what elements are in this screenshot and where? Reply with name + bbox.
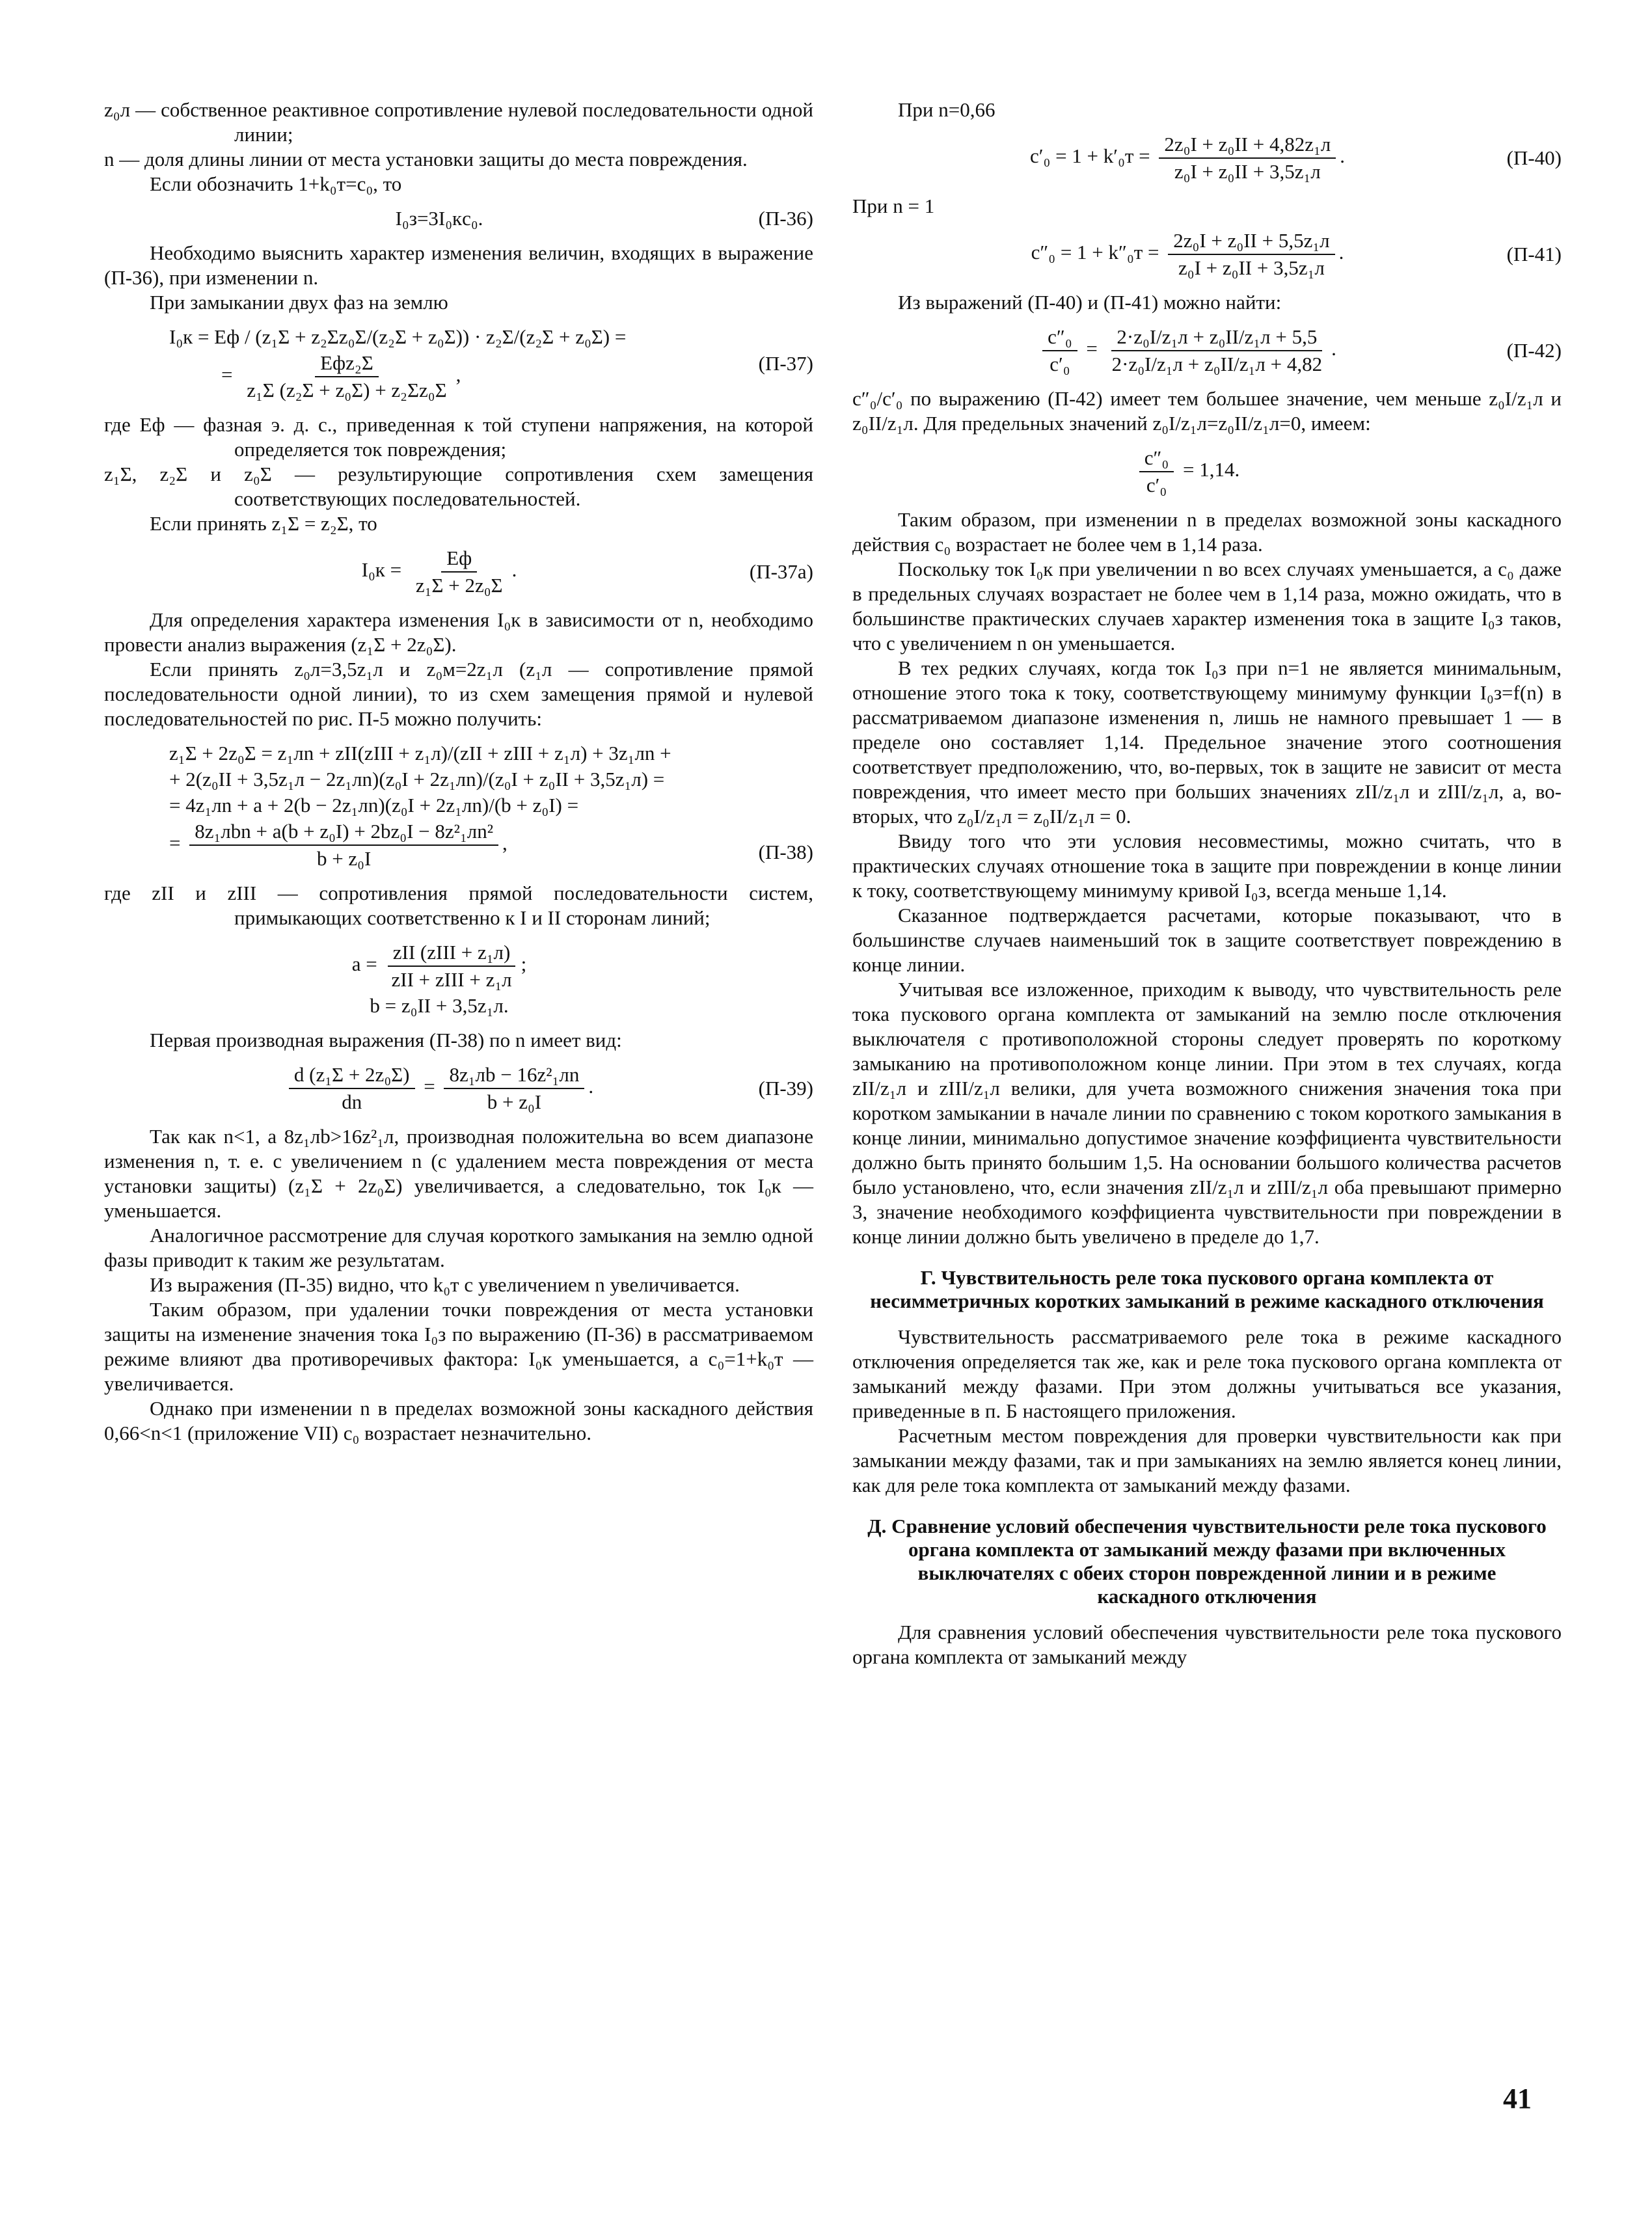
- equation-p39: $\frac{\text{d (z₁Σ + 2z₀Σ)}}{dn}$ = $\frac{\text{8z₁лb − 16z²₁лn}}{\text{b + z₀I}}$ . (П-39): [104, 1062, 813, 1115]
- fraction: [386, 939, 517, 993]
- right-column: [852, 98, 1562, 1669]
- paragraph: Из выражений (П-40) и (П-41) можно найти:: [898, 291, 1282, 314]
- paragraph: Таким образом, при изменении n в пределах возможной зоны каскадного действия c₀ возрастает не более чем в 1,14 раза.: [852, 508, 1562, 556]
- left-column: [104, 98, 813, 1446]
- fraction-numerator: Eф: [441, 545, 477, 573]
- paragraph: Если принять z₁Σ = z₂Σ, то: [150, 512, 377, 535]
- fraction-numerator: 8z₁лbn + a(b + z₀I) + 2bz₀I − 8z²₁лn²: [189, 818, 498, 846]
- fraction-denominator: z₁Σ (z₂Σ + z₀Σ) + z₂Σz₀Σ: [247, 379, 447, 401]
- equation-number: (П-37): [758, 352, 813, 375]
- paragraph: Учитывая все изложенное, приходим к выводу, что чувствительность реле тока пускового органа комплекта от замыканий на землю после отключения выключателя с противоположной стороны следует проверять по короткому замыканию на противоположном конце линии. При этом в тех случаях, когда zII/z₁л и zIII/z₁л велики, для учета возможного снижения значения тока при коротком замыкании в начале линии по сравнению с током короткого замыкания в конце линии, минимально допустимое значение коэффициента чувствительности должно быть принято большим 1,5. На основании большого количества расчетов было установлено, что, если значения zII/z₁л и zIII/z₁л оба превышают примерно 3, значение необходимого коэффициента чувствительности при повреждении в конце линии должно быть увеличено в пределе до 1,7.: [852, 978, 1562, 1248]
- fraction-numerator: zII (zIII + z₁л): [388, 939, 516, 967]
- fraction-denominator: z₁Σ + 2z₀Σ: [415, 574, 503, 597]
- equation-limit: [852, 445, 1562, 498]
- equation-value: = 1,14.: [1183, 458, 1240, 481]
- equation-lhs: c″₀ = 1 + k″₀т =: [1031, 241, 1159, 264]
- where-clause: где Eф — фазная э. д. с., приведенная к той ступени напряжения, на которой определяется ток повреждения;: [104, 413, 813, 461]
- paragraph: Ввиду того что эти условия несовместимы, можно считать, что в практических случаях отношение тока в защите при повреждении в конце линии к току, соответствующему минимуму кривой I₀з, всегда меньше 1,14.: [852, 830, 1562, 902]
- equation-number: (П-40): [1506, 146, 1562, 169]
- paragraph: При n = 1: [852, 195, 935, 217]
- equation-p42: $\frac{\text{c″₀}}{\text{c′₀}}$ = $\frac{\text{2·z₀I/z₁л + z₀II/z₁л + 5,5}}{\text{2·z₀I/z₁л + z₀II/z₁л + 4,82}}$ . (П-42): [852, 324, 1562, 377]
- equation-number: (П-37а): [749, 560, 813, 583]
- equation-line: I₀к = Eф / (z₁Σ + z₂Σz₀Σ/(z₂Σ + z₀Σ)) · z₂Σ/(z₂Σ + z₀Σ) =: [169, 325, 627, 348]
- fraction: [1042, 324, 1077, 377]
- paragraph: Для сравнения условий обеспечения чувствительности реле тока пускового органа комплекта от замыканий между: [852, 1621, 1562, 1668]
- equation-number: (П-36): [758, 207, 813, 230]
- fraction: [1107, 324, 1327, 377]
- paragraph: При n=0,66: [898, 98, 995, 121]
- fraction-numerator: 2z₀I + z₀II + 5,5z₁л: [1168, 228, 1334, 255]
- equation-p40: c′₀ = 1 + k′₀т = $\frac{\text{2z₀I + z₀II + 4,82z₁л}}{\text{z₀I + z₀II + 3,5z₁л}}$ . (П-40): [852, 131, 1562, 185]
- paragraph: Сказанное подтверждается расчетами, которые показывают, что в большинстве случаев наименьший ток в защите соответствует повреждению в конце линии.: [852, 904, 1562, 976]
- paragraph: Расчетным местом повреждения для проверки чувствительности как при замыкании между фазами, так и при замыканиях на землю является конец линии, как для реле тока комплекта от замыканий между фазами.: [852, 1424, 1562, 1496]
- paragraph: В тех редких случаях, когда ток I₀з при n=1 не является минимальным, отношение этого тока к току, соответствующему минимуму функции I₀з=f(n) в рассматриваемом диапазоне изменения n, лишь не намного превышает 1 — в пределе оно составляет 1,14. Предельное значение этого соотношения соответствует предположению, что, во-первых, ток в защите не зависит от места повреждения, что имеет место при больших значениях zII/z₁л и zIII/z₁л, а, во-вторых, что z₀I/z₁л = z₀II/z₁л = 0.: [852, 656, 1562, 828]
- equation-lhs: c′₀ = 1 + k′₀т =: [1029, 144, 1150, 168]
- equation-number: (П-41): [1506, 243, 1562, 265]
- equation-lhs: I₀к =: [361, 558, 402, 582]
- equation-number: (П-39): [758, 1077, 813, 1100]
- fraction-denominator: 2·z₀I/z₁л + z₀II/z₁л + 4,82: [1111, 353, 1323, 375]
- equation-p37a: I₀к = $\frac{Eф}{\text{z₁Σ + 2z₀Σ}}$ . (П-37а): [104, 545, 813, 599]
- fraction-denominator: z₀I + z₀II + 3,5z₁л: [1178, 256, 1325, 279]
- fraction-numerator: 2·z₀I/z₁л + z₀II/z₁л + 5,5: [1111, 324, 1322, 351]
- equation-line: + 2(z₀II + 3,5z₁л − 2z₁лn)(z₀I + 2z₁лn)/(z₀I + z₀II + 3,5z₁л) =: [169, 768, 665, 790]
- where-clause: где zII и zIII — сопротивления прямой последовательности систем, примыкающих соответственно к I и II сторонам линий;: [104, 882, 813, 929]
- fraction: [241, 350, 452, 403]
- fraction: [289, 1062, 415, 1115]
- equation-p37: I₀к = Eф / (z₁Σ + z₂Σz₀Σ/(z₂Σ + z₀Σ)) · z₂Σ/(z₂Σ + z₀Σ) = = $\frac{\text{Eфz₂Σ}}{\text{z₁Σ (z₂Σ + z₀Σ) + z₂Σz₀Σ}}$ , (П-37): [104, 324, 813, 403]
- fraction: [1139, 445, 1174, 498]
- paragraph: Если обозначить 1+k₀т=c₀, то: [150, 172, 402, 195]
- where-clause: z₁Σ, z₂Σ и z₀Σ — результирующие сопротивления схем замещения соответствующих последовательностей.: [104, 463, 813, 510]
- fraction-denominator: b + z₀I: [487, 1090, 542, 1113]
- paragraph: Таким образом, при удалении точки повреждения от места установки защиты на изменение значения тока I₀з по выражению (П-36) в рассматриваемом режиме влияют два противоречивых фактора: I₀к уменьшается, а c₀=1+k₀т — увеличивается.: [104, 1298, 813, 1395]
- definition-n: n — доля длины линии от места установки защиты до места повреждения.: [104, 148, 748, 170]
- equation-number: (П-42): [1506, 339, 1562, 362]
- equation-p36: [104, 206, 813, 232]
- equation-b: b = z₀II + 3,5z₁л.: [370, 994, 509, 1017]
- fraction-denominator: c′₀: [1146, 474, 1167, 496]
- paragraph: Если принять z₀л=3,5z₁л и z₀м=2z₁л (z₁л — сопротивление прямой последовательности одной линии), то из схем замещения прямой и нулевой последовательностей по рис. П-5 можно получить:: [104, 658, 813, 730]
- equation-line: = 4z₁лn + a + 2(b − 2z₁лn)(z₀I + 2z₁лn)/(b + z₀I) =: [169, 794, 579, 817]
- fraction-numerator: 8z₁лb − 16z²₁лn: [444, 1062, 584, 1089]
- equation-p38: z₁Σ + 2z₀Σ = z₁лn + zII(zIII + z₁л)/(zII + zIII + z₁л) + 3z₁лn + + 2(z₀II + 3,5z₁л − 2z₁лn)(z₀I + 2z₁лn)/(z₀I + z₀II + 3,5z₁л) = = 4z₁лn + a + 2(b − 2z₁лn)(z₀I + 2z₁лn)/(b + z₀I) = = $\frac{\text{8z₁лbn + a(b + z₀I) + 2bz₀I − 8z²₁лn²}}{\text{b + z₀I}}$ , (П-38): [104, 740, 813, 872]
- paragraph: Так как n<1, а 8z₁лb>16z²₁л, производная положительна во всем диапазоне изменения n, т. е. с увеличением n (с удалением места повреждения от места установки защиты) (z₁Σ + 2z₀Σ) увеличивается, а следовательно, ток I₀к — уменьшается.: [104, 1125, 813, 1222]
- fraction-numerator: 2z₀I + z₀II + 4,82z₁л: [1159, 131, 1336, 159]
- definition-z0l: z₀л — собственное реактивное сопротивление нулевой последовательности одной линии;: [104, 98, 813, 146]
- fraction-denominator: z₀I + z₀II + 3,5z₁л: [1174, 160, 1321, 183]
- fraction-denominator: dn: [342, 1090, 362, 1113]
- fraction: [1159, 131, 1336, 185]
- paragraph: При замыкании двух фаз на землю: [150, 291, 448, 314]
- paragraph: Поскольку ток I₀к при увеличении n во всех случаях уменьшается, а c₀ даже в предельных случаях возрастает не более чем в 1,14 раза, можно ожидать, что в большинстве практических случаев характер изменения тока в защите I₀з таков, что с увеличением n он уменьшается.: [852, 558, 1562, 655]
- paragraph: Аналогичное рассмотрение для случая короткого замыкания на землю одной фазы приводит к таким же результатам.: [104, 1224, 813, 1271]
- equation-number: (П-38): [758, 841, 813, 863]
- fraction: [444, 1062, 584, 1115]
- paragraph: c″₀/c′₀ по выражению (П-42) имеет тем большее значение, чем меньше z₀I/z₁л и z₀II/z₁л. Для предельных значений z₀I/z₁л=z₀II/z₁л=0, имеем:: [852, 387, 1562, 435]
- paragraph: Первая производная выражения (П-38) по n имеет вид:: [150, 1029, 622, 1051]
- fraction-denominator: c′₀: [1049, 353, 1070, 375]
- section-heading-d: Д. Сравнение условий обеспечения чувствительности реле тока пускового органа комплекта от замыканий между фазами при включенных выключателях с обеих сторон поврежденной линии и в режиме каскадного отключения: [867, 1515, 1547, 1608]
- fraction-denominator: zII + zIII + z₁л: [391, 968, 512, 991]
- fraction: [411, 545, 508, 599]
- fraction-numerator: Eфz₂Σ: [315, 350, 379, 377]
- page-number: 41: [1503, 2083, 1532, 2114]
- fraction: [189, 818, 498, 872]
- equation-p41: c″₀ = 1 + k″₀т = $\frac{\text{2z₀I + z₀II + 5,5z₁л}}{\text{z₀I + z₀II + 3,5z₁л}}$ . (П-41): [852, 228, 1562, 281]
- paragraph: Однако при изменении n в пределах возможной зоны каскадного действия 0,66<n<1 (приложение VII) c₀ возрастает незначительно.: [104, 1397, 813, 1444]
- fraction-numerator: c″₀: [1139, 445, 1174, 472]
- equation-body: I₀з=3I₀кc₀.: [395, 207, 483, 230]
- equation-a: a = $\frac{\text{zII (zIII + z₁л)}}{\text{zII + zIII + z₁л}}$ ; b = z₀II + 3,5z₁л.: [351, 941, 527, 1017]
- paragraph: Чувствительность рассматриваемого реле тока в режиме каскадного отключения определяется так же, как и реле тока пускового органа комплекта от замыканий между фазами. При этом должны учитываться все указания, приведенные в п. Б настоящего приложения.: [852, 1325, 1562, 1422]
- fraction-numerator: c″₀: [1042, 324, 1077, 351]
- section-heading-g: Г. Чувствительность реле тока пускового органа комплекта от несимметричных коротких замыканий в режиме каскадного отключения: [870, 1266, 1544, 1312]
- paragraph: Необходимо выяснить характер изменения величин, входящих в выражение (П-36), при изменении n.: [104, 241, 813, 289]
- fraction: [1168, 228, 1334, 281]
- fraction-numerator: d (z₁Σ + 2z₀Σ): [289, 1062, 415, 1089]
- fraction-denominator: b + z₀I: [316, 847, 372, 870]
- paragraph: Из выражения (П-35) видно, что k₀т с увеличением n увеличивается.: [150, 1273, 740, 1296]
- paragraph: Для определения характера изменения I₀к в зависимости от n, необходимо провести анализ выражения (z₁Σ + 2z₀Σ).: [104, 608, 813, 656]
- equation-line: z₁Σ + 2z₀Σ = z₁лn + zII(zIII + z₁л)/(zII + zIII + z₁л) + 3z₁лn +: [169, 742, 671, 764]
